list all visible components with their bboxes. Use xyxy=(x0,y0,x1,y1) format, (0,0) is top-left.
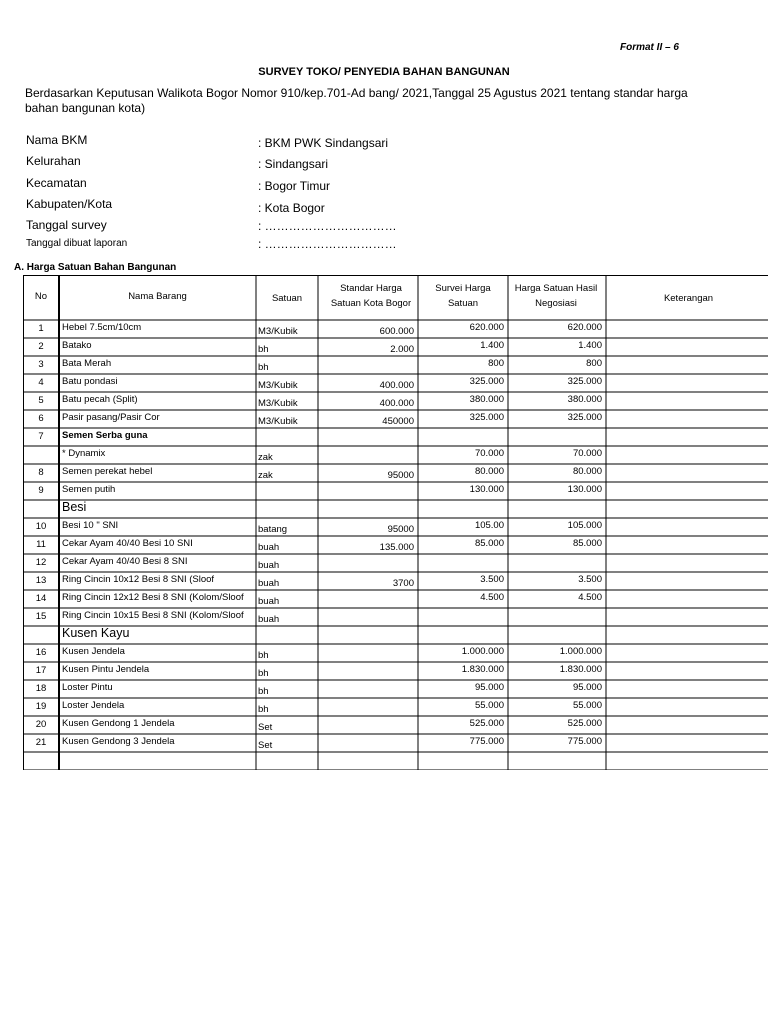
cell-nama: Kusen Kayu xyxy=(62,626,130,640)
cell-standar: 3700 xyxy=(392,578,414,589)
cell-hasil: 620.000 xyxy=(567,322,602,333)
cell-hasil: 775.000 xyxy=(567,736,602,747)
field-value-kabupaten: : Kota Bogor xyxy=(258,201,325,215)
cell-no: 17 xyxy=(35,665,47,676)
cell-no: 9 xyxy=(38,485,44,496)
cell-survei: 4.500 xyxy=(480,592,504,603)
cell-hasil: 1.000.000 xyxy=(559,646,602,657)
cell-no: 10 xyxy=(35,521,47,532)
cell-survei: 620.000 xyxy=(469,322,504,333)
header-no: No xyxy=(34,291,48,302)
price-table xyxy=(23,275,768,770)
field-value-nama-bkm: : BKM PWK Sindangsari xyxy=(258,136,389,150)
cell-nama: Cekar Ayam 40/40 Besi 8 SNI xyxy=(62,556,188,567)
cell-satuan: Set xyxy=(258,722,273,733)
cell-standar: 135.000 xyxy=(379,542,414,553)
header-keterangan: Keterangan xyxy=(663,293,714,304)
cell-satuan: bh xyxy=(258,650,269,661)
cell-hasil: 130.000 xyxy=(567,484,602,495)
cell-survei: 325.000 xyxy=(469,412,504,423)
cell-hasil: 1.400 xyxy=(578,340,602,351)
format-label: Format II – 6 xyxy=(620,42,679,53)
cell-survei: 325.000 xyxy=(469,376,504,387)
cell-no: 14 xyxy=(35,593,47,604)
cell-satuan: batang xyxy=(258,524,288,535)
header-harga-negosiasi: Harga Satuan Hasil Negosiasi xyxy=(514,283,598,309)
cell-standar: 95000 xyxy=(387,524,414,535)
cell-nama: Ring Cincin 10x12 Besi 8 SNI (Sloof xyxy=(62,574,215,585)
cell-hasil: 525.000 xyxy=(567,718,602,729)
cell-survei: 95.000 xyxy=(474,682,504,693)
cell-nama: Loster Pintu xyxy=(62,682,113,693)
cell-satuan: M3/Kubik xyxy=(258,398,298,409)
cell-survei: 1.400 xyxy=(480,340,504,351)
cell-satuan: Set xyxy=(258,740,273,751)
cell-no: 1 xyxy=(38,323,44,334)
cell-no: 21 xyxy=(35,737,47,748)
cell-nama: Kusen Pintu Jendela xyxy=(62,664,150,675)
header-satuan: Satuan xyxy=(271,293,303,304)
cell-survei: 1.830.000 xyxy=(461,664,504,675)
cell-standar: 400.000 xyxy=(379,380,414,391)
cell-nama: Besi 10 " SNI xyxy=(62,520,119,531)
cell-standar: 2.000 xyxy=(390,344,414,355)
field-label-kelurahan: Kelurahan xyxy=(26,154,81,168)
header-survei-harga: Survei Harga Satuan xyxy=(435,283,491,309)
cell-survei: 55.000 xyxy=(474,700,504,711)
cell-satuan: M3/Kubik xyxy=(258,380,298,391)
cell-nama: Hebel 7.5cm/10cm xyxy=(62,322,142,333)
cell-hasil: 800 xyxy=(586,358,602,369)
cell-no: 3 xyxy=(38,359,44,370)
header-nama-barang: Nama Barang xyxy=(128,291,187,302)
cell-survei: 85.000 xyxy=(474,538,504,549)
cell-standar: 95000 xyxy=(387,470,414,481)
cell-no: 20 xyxy=(35,719,47,730)
field-value-tanggal-survey: : …………………………… xyxy=(258,219,397,233)
cell-nama: Semen perekat hebel xyxy=(62,466,153,477)
cell-no: 12 xyxy=(35,557,47,568)
cell-no: 18 xyxy=(35,683,47,694)
field-label-kecamatan: Kecamatan xyxy=(26,176,87,190)
cell-satuan: buah xyxy=(258,596,280,607)
cell-nama: Ring Cincin 12x12 Besi 8 SNI (Kolom/Sloof xyxy=(62,592,244,603)
cell-hasil: 4.500 xyxy=(578,592,602,603)
cell-nama: Ring Cincin 10x15 Besi 8 SNI (Kolom/Sloof xyxy=(62,610,244,621)
cell-hasil: 95.000 xyxy=(572,682,602,693)
cell-nama: Kusen Gendong 1 Jendela xyxy=(62,718,175,729)
cell-no: 19 xyxy=(35,701,47,712)
cell-survei: 800 xyxy=(488,358,504,369)
cell-satuan: M3/Kubik xyxy=(258,416,298,427)
field-label-tanggal-laporan: Tanggal dibuat laporan xyxy=(26,238,128,249)
cell-hasil: 80.000 xyxy=(572,466,602,477)
cell-hasil: 1.830.000 xyxy=(559,664,602,675)
cell-satuan: bh xyxy=(258,686,269,697)
cell-satuan: zak xyxy=(258,470,273,481)
cell-standar: 600.000 xyxy=(379,326,414,337)
cell-satuan: bh xyxy=(258,668,269,679)
header-standar-harga: Standar Harga Satuan Kota Bogor xyxy=(330,283,412,309)
cell-no: 13 xyxy=(35,575,47,586)
field-label-kabupaten: Kabupaten/Kota xyxy=(26,197,113,211)
cell-hasil: 85.000 xyxy=(572,538,602,549)
intro-paragraph: Berdasarkan Keputusan Walikota Bogor Nomor 910/kep.701-Ad bang/ 2021,Tanggal 25 Agustus 2021 tentang standar harga bahan bangunan kota) xyxy=(25,86,688,115)
field-label-nama-bkm: Nama BKM xyxy=(26,133,88,147)
cell-survei: 775.000 xyxy=(469,736,504,747)
cell-nama: Batu pondasi xyxy=(62,376,118,387)
cell-hasil: 325.000 xyxy=(567,376,602,387)
cell-no: 5 xyxy=(38,395,44,406)
cell-hasil: 3.500 xyxy=(578,574,602,585)
cell-survei: 70.000 xyxy=(474,448,504,459)
cell-hasil: 325.000 xyxy=(567,412,602,423)
cell-satuan: bh xyxy=(258,344,269,355)
cell-no: 6 xyxy=(38,413,44,424)
cell-hasil: 55.000 xyxy=(572,700,602,711)
cell-standar: 400.000 xyxy=(379,398,414,409)
field-value-tanggal-laporan: : …………………………… xyxy=(258,237,397,251)
cell-satuan: zak xyxy=(258,452,273,463)
document-title: SURVEY TOKO/ PENYEDIA BAHAN BANGUNAN xyxy=(258,66,510,78)
cell-no: 15 xyxy=(35,611,47,622)
cell-nama: Batako xyxy=(62,340,92,351)
cell-satuan: buah xyxy=(258,614,280,625)
cell-satuan: bh xyxy=(258,704,269,715)
cell-no: 2 xyxy=(38,341,44,352)
cell-nama: Semen putih xyxy=(62,484,116,495)
cell-nama: Semen Serba guna xyxy=(62,430,148,441)
cell-no: 7 xyxy=(38,431,44,442)
cell-satuan: buah xyxy=(258,542,280,553)
cell-satuan: buah xyxy=(258,560,280,571)
cell-nama: Pasir pasang/Pasir Cor xyxy=(62,412,160,423)
cell-nama: Batu pecah (Split) xyxy=(62,394,138,405)
cell-no: 4 xyxy=(38,377,44,388)
cell-hasil: 380.000 xyxy=(567,394,602,405)
cell-satuan: buah xyxy=(258,578,280,589)
cell-nama: Bata Merah xyxy=(62,358,112,369)
cell-standar: 450000 xyxy=(382,416,414,427)
cell-nama: Kusen Gendong 3 Jendela xyxy=(62,736,175,747)
cell-hasil: 105.000 xyxy=(567,520,602,531)
cell-survei: 380.000 xyxy=(469,394,504,405)
cell-survei: 1.000.000 xyxy=(461,646,504,657)
cell-survei: 130.000 xyxy=(469,484,504,495)
cell-nama: Loster Jendela xyxy=(62,700,125,711)
section-title: A. Harga Satuan Bahan Bangunan xyxy=(14,262,177,273)
cell-survei: 525.000 xyxy=(469,718,504,729)
field-value-kecamatan: : Bogor Timur xyxy=(258,179,331,193)
field-value-kelurahan: : Sindangsari xyxy=(258,157,329,171)
cell-satuan: bh xyxy=(258,362,269,373)
cell-nama: Besi xyxy=(62,500,87,514)
cell-nama: Cekar Ayam 40/40 Besi 10 SNI xyxy=(62,538,193,549)
cell-no: 16 xyxy=(35,647,47,658)
cell-nama: Kusen Jendela xyxy=(62,646,125,657)
cell-no: 8 xyxy=(38,467,44,478)
cell-hasil: 70.000 xyxy=(572,448,602,459)
cell-satuan: M3/Kubik xyxy=(258,326,298,337)
cell-no: 11 xyxy=(36,539,46,550)
cell-survei: 80.000 xyxy=(474,466,504,477)
cell-survei: 3.500 xyxy=(480,574,504,585)
field-label-tanggal-survey: Tanggal survey xyxy=(26,218,107,232)
cell-survei: 105.00 xyxy=(474,520,504,531)
cell-nama: * Dynamix xyxy=(62,448,106,459)
